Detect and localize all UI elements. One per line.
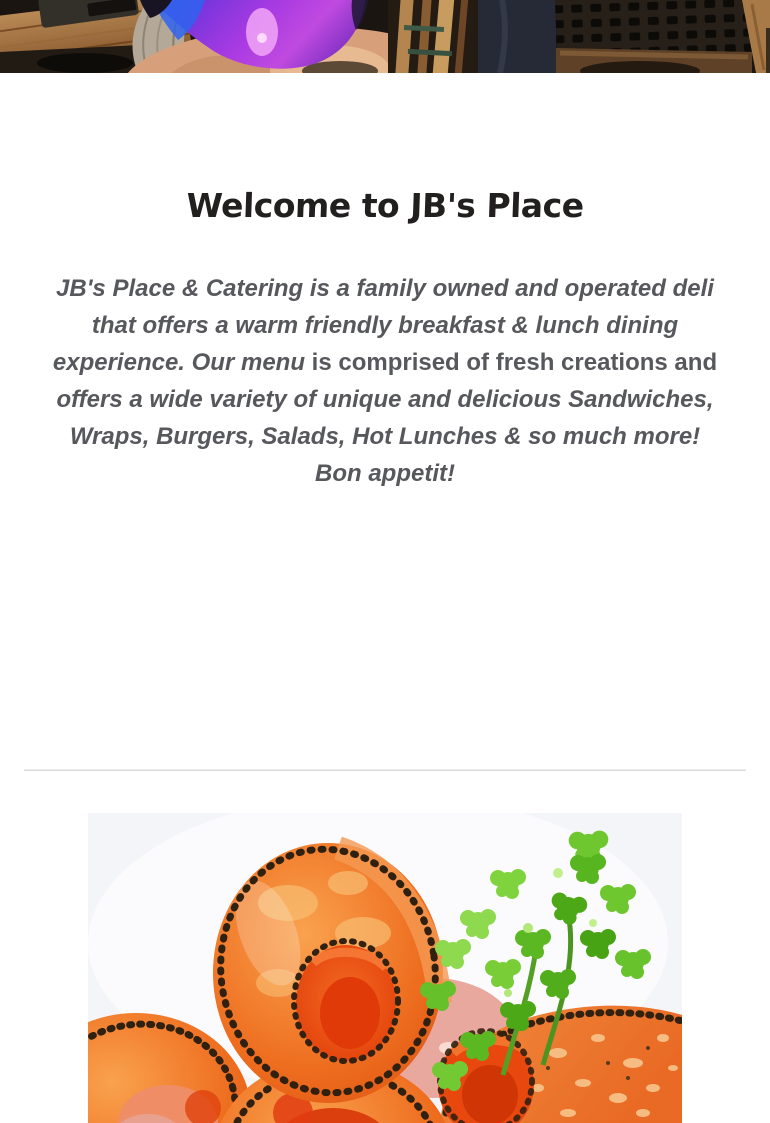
section-divider — [24, 769, 746, 771]
intro-segment-bon-appetit: Bon appetit! — [315, 460, 455, 487]
hero-banner-illustration — [0, 0, 770, 73]
intro-segment-regular: is comprised of fresh creations and — [311, 349, 718, 376]
hero-banner-photo — [0, 0, 770, 73]
welcome-heading: Welcome to JB's Place — [185, 186, 585, 226]
wood-sticks-shape — [388, 0, 480, 73]
pepperoni-parsley-photo — [88, 813, 682, 1123]
intro-segment-italic-2: offers a wide variety of unique and delicious Sandwiches, Wraps, Burgers, Salads, Hot Lunches & so much more! — [56, 386, 714, 450]
clothing-shape — [478, 0, 556, 73]
intro-paragraph — [39, 270, 731, 492]
intro-segment-italic-1: JB's Place & Catering is a family owned and operated deli that offers a warm friendly breakfast & lunch dining experience. Our menu — [52, 275, 714, 376]
pepperoni-illustration — [88, 813, 682, 1123]
